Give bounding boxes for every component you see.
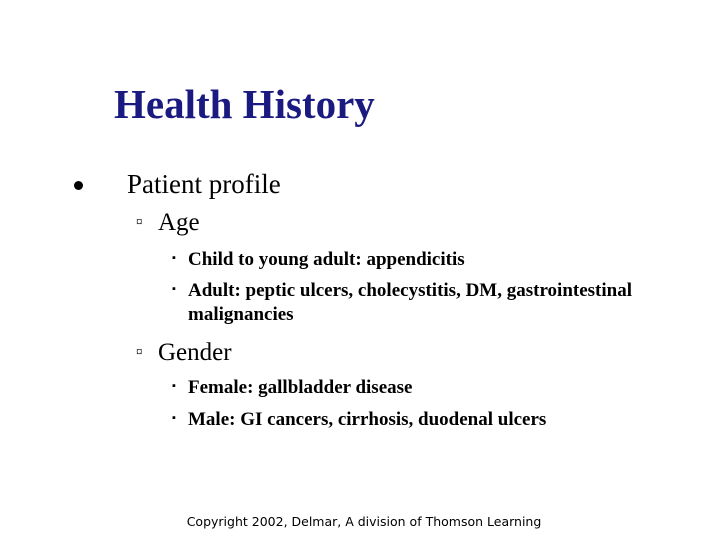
square-bullet-icon: ▪ <box>172 252 176 264</box>
open-square-bullet-icon: ¤ <box>136 214 143 229</box>
list-item-text: Male: GI cancers, cirrhosis, duodenal ulcers <box>188 409 547 430</box>
square-bullet-icon: ▪ <box>172 380 176 392</box>
copyright-footer: Copyright 2002, Delmar, A division of Thomson Learning <box>186 514 542 529</box>
sub-bullet-label: Gender <box>158 339 232 366</box>
list-item-text: Female: gallbladder disease <box>188 377 413 398</box>
slide-title: Health History <box>114 81 375 127</box>
list-item-text: Child to young adult: appendicitis <box>188 249 465 270</box>
bullet-patient-profile <box>74 168 674 200</box>
filled-circle-bullet-icon <box>74 181 83 190</box>
square-bullet-icon: ▪ <box>172 412 176 424</box>
list-item-text: Adult: peptic ulcers, cholecystitis, DM, gastrointestinal malignancies <box>188 280 632 325</box>
list-item <box>172 408 632 432</box>
sub-bullet-gender <box>136 338 232 368</box>
open-square-bullet-icon: ¤ <box>136 344 143 359</box>
list-item <box>172 279 632 327</box>
sub-bullet-label: Age <box>158 209 200 236</box>
sub-bullet-age <box>136 208 200 238</box>
list-item <box>172 248 632 272</box>
square-bullet-icon: ▪ <box>172 283 176 295</box>
list-item <box>172 376 632 400</box>
bullet-label: Patient profile <box>127 169 281 199</box>
